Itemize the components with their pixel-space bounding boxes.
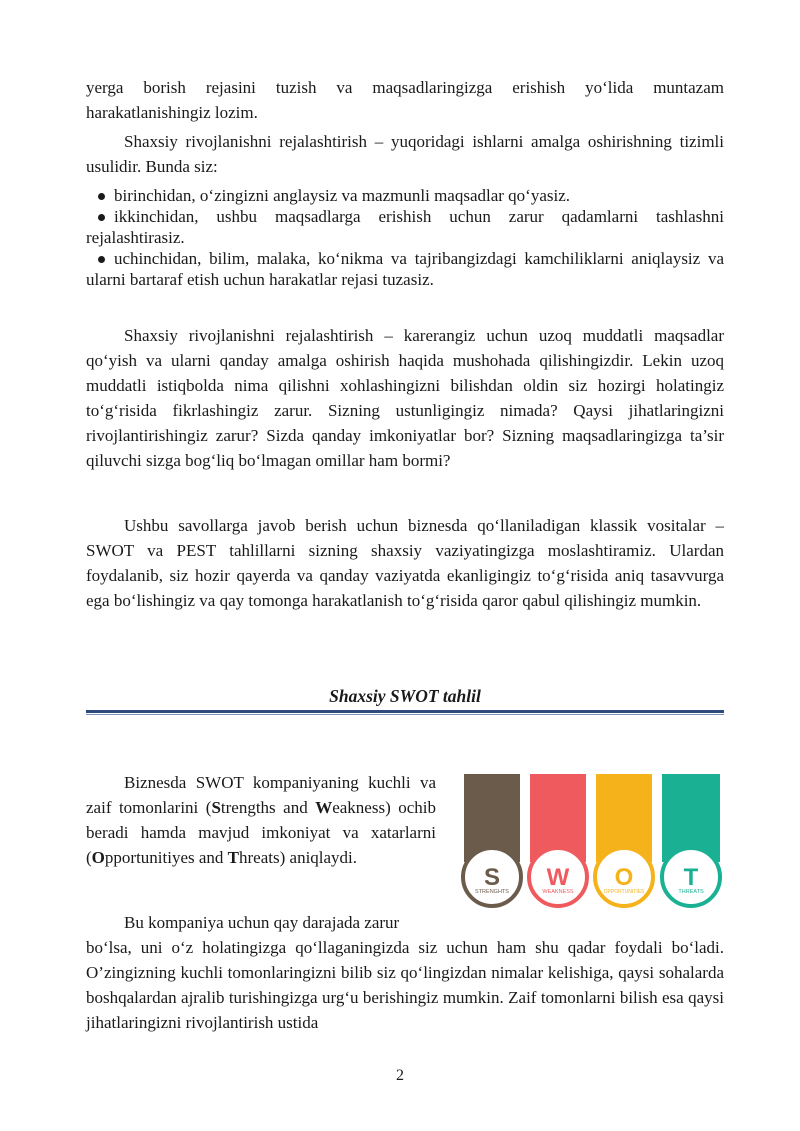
bullet-text: ikkinchidan, ushbu maqsadlarga erishish uchun zarur qadamlarni tashlashni rejalashtirasiz. bbox=[86, 207, 724, 247]
swot-graphic bbox=[460, 772, 726, 912]
paragraph-benefit: bo‘lsa, uni o‘z holatingizga qo‘llaganingizda siz uchun ham shu qadar foydali bo‘ladi. O’zingizning kuchli tomonlaringizni bilib siz qo‘lingizdan nimalar kelishiga, qaysi sohalarda boshqalardan ajralib turishingizga urg‘u berishingiz mumkin. Zaif tomonlarni bilish esa qaysi jihatlaringizni rivojlantirish ustida bbox=[86, 938, 724, 1032]
bullet-item-1 bbox=[86, 185, 724, 206]
page-number: 2 bbox=[396, 1067, 404, 1084]
paragraph-swot-definition: Biznesda SWOT kompaniyaning kuchli va zaif tomonlarini (Strengths and Weakness) ochib beradi hamda mavjud imkoniyat va xatarlarni (Opportunitiyes and Threats) aniqlaydi. bbox=[86, 773, 436, 867]
bullet-item-2 bbox=[86, 206, 724, 248]
definition-paragraph: Shaxsiy rivojlanishni rejalashtirish – yuqoridagi ishlarni amalga oshirishning tizimli usulidir. Bunda siz: bbox=[86, 132, 724, 176]
swot-letter-s: S bbox=[483, 864, 501, 891]
swot-label-s: STRENGHTS bbox=[475, 889, 509, 895]
swot-opportunities bbox=[595, 774, 653, 906]
swot-weakness bbox=[529, 774, 587, 906]
swot-letter-t: T bbox=[683, 864, 699, 891]
bullet-text: birinchidan, o‘zingizni anglaysiz va mazmunli maqsadlar qo‘yasiz. bbox=[114, 186, 571, 205]
bullet-dot-icon bbox=[98, 214, 105, 221]
paragraph-career-planning: Shaxsiy rivojlanishni rejalashtirish – karerangiz uchun uzoq muddatli maqsadlar qo‘yish va ularni qanday amalga oshirish haqida mushohada qilishingizdir. Lekin uzoq muddatli istiqbolda nima qilishni xohlashingizni bilishdan oldin siz hozirgi holatingiz to‘g‘risida fikrlashingiz zarur. Sizning ustunligingiz nimada? Qaysi jihatlaringizni rivojlantirishingiz zarur? Sizda qanday imkoniyatlar bor? Sizning maqsadlaringizga ta’sir qiluvchi sizga bog‘liq bo‘lmagan omillar ham bormi? bbox=[86, 326, 724, 470]
paragraph-swot-pest: Ushbu savollarga javob berish uchun biznesda qo‘llaniladigan klassik vositalar – SWOT va PEST tahlillarni sizning shaxsiy vaziyatingizga moslashtiramiz. Ulardan foydalanib, siz hozir qayerda va qanday vaziyatda ekanligingiz to‘g‘risida aniq tasavvurga ega bo‘lishingiz va qay tomonga harakatlanish to‘g‘risida qaror qabul qilishingiz mumkin. bbox=[86, 516, 724, 610]
swot-label-o: OPPORTUNITIES bbox=[603, 889, 645, 895]
section-heading: Shaxsiy SWOT tahlil bbox=[329, 686, 481, 706]
paragraph-benefit-start: Bu kompaniya uchun qay darajada zarur bbox=[124, 913, 400, 932]
bullet-dot-icon bbox=[98, 256, 105, 263]
bullet-dot-icon bbox=[98, 193, 105, 200]
swot-letter-o: O bbox=[614, 864, 634, 891]
swot-label-w: WEAKNESS bbox=[542, 889, 574, 895]
bullet-item-3 bbox=[86, 248, 724, 290]
heading-divider-thin bbox=[86, 714, 724, 715]
heading-divider bbox=[86, 710, 724, 713]
bullet-text: uchinchidan, bilim, malaka, ko‘nikma va tajribangizdagi kamchiliklarni aniqlaysiz va ularni bartaraf etish uchun harakatlar rejasi tuzasiz. bbox=[86, 249, 724, 289]
swot-letter-w: W bbox=[546, 864, 570, 891]
swot-strengths bbox=[463, 774, 521, 906]
intro-paragraph: yerga borish rejasini tuzish va maqsadlaringizga erishish yo‘lida muntazam harakatlanishingiz lozim. bbox=[86, 78, 724, 122]
swot-label-t: THREATS bbox=[678, 889, 704, 895]
swot-threats bbox=[662, 774, 720, 906]
